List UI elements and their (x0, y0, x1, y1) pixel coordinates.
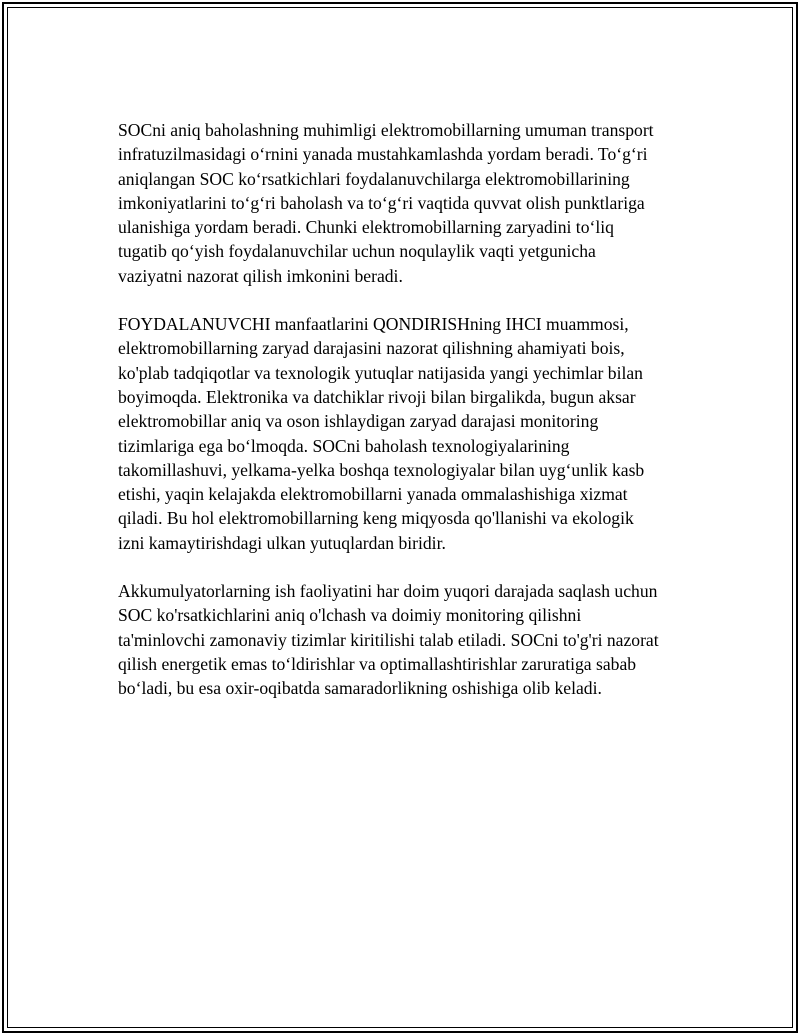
document-body (118, 118, 698, 725)
paragraph-soc-importance: SOCni aniq baholashning muhimligi elektromobillarning umuman transport infratuzilmasidagi oʻrnini yanada mustahkamlashda yordam beradi. Toʻgʻri aniqlangan SOC koʻrsatkichlari foydalanuvchilarga elektromobillarining imkoniyatlarini toʻgʻri baholash va toʻgʻri vaqtida quvvat olish punktlariga ulanishiga yordam beradi. Chunki elektromobillarning zaryadini toʻliq tugatib qoʻyish foydalanuvchilar uchun noqulaylik vaqti yetgunicha vaziyatni nazorat qilish imkonini beradi. (118, 120, 654, 286)
paragraph-battery-monitoring: Akkumulyatorlarning ish faoliyatini har doim yuqori darajada saqlash uchun SOC ko'rsatkichlarini aniq o'lchash va doimiy monitoring qilishni ta'minlovchi zamonaviy tizimlar kiritilishi talab etiladi. SOCni to'g'ri nazorat qilish energetik emas toʻldirishlar va optimallashtirishlar zaruratiga sabab boʻladi, bu esa oxir-oqibatda samaradorlikning oshishiga olib keladi. (118, 581, 659, 699)
paragraph-user-needs: FOYDALANUVCHI manfaatlarini QONDIRISHning IHCI muammosi, elektromobillarning zaryad darajasini nazorat qilishning ahamiyati bois, ko'plab tadqiqotlar va texnologik yutuqlar natijasida yangi yechimlar bilan boyimoqda. Elektronika va datchiklar rivoji bilan birgalikda, bugun aksar elektromobillar aniq va oson ishlaydigan zaryad darajasi monitoring tizimlariga ega boʻlmoqda. SOCni baholash texnologiyalarining takomillashuvi, yelkama-yelka boshqa texnologiyalar bilan uygʻunlik kasb etishi, yaqin kelajakda elektromobillarni yanada ommalashishiga xizmat qiladi. Bu hol elektromobillarning keng miqyosda qo'llanishi va ekologik izni kamaytirishdagi ulkan yutuqlardan biridir. (118, 314, 645, 553)
